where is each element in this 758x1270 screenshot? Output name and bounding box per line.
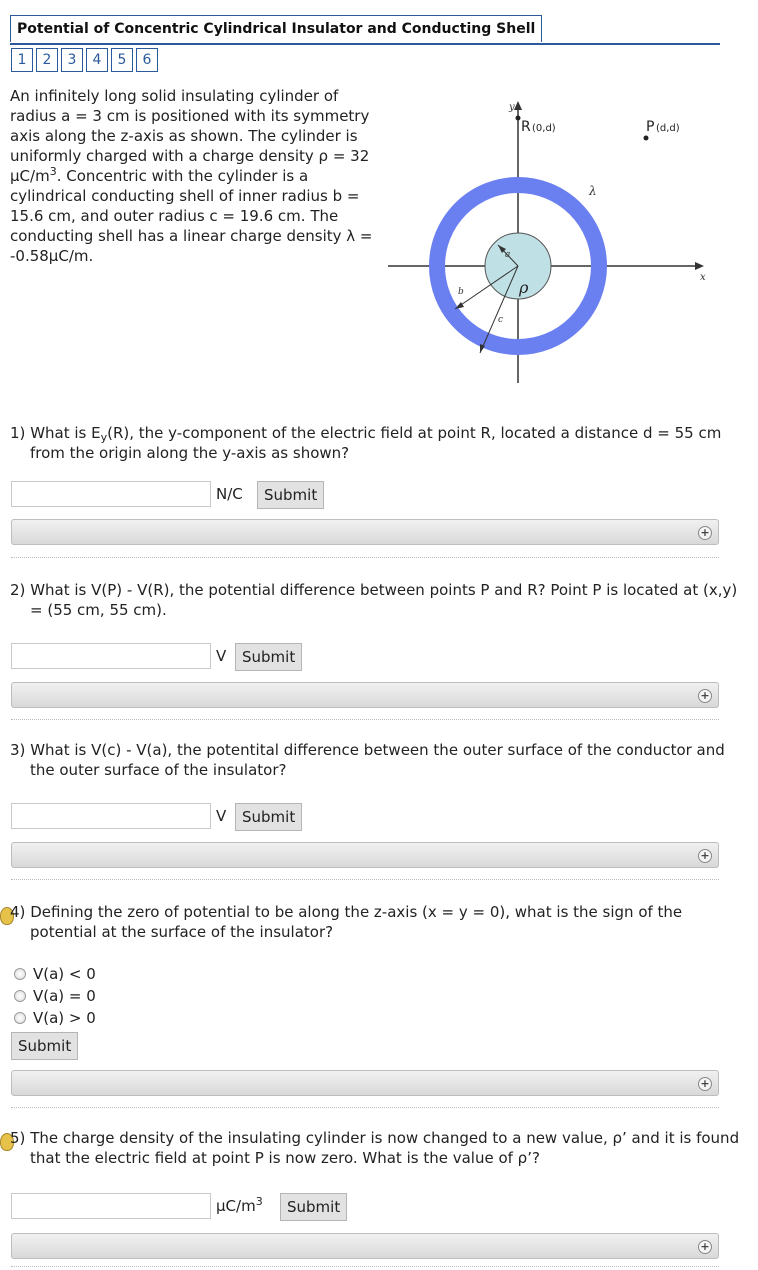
- question-5-feedback-bar[interactable]: [11, 1233, 719, 1259]
- expand-icon[interactable]: +: [698, 526, 712, 540]
- question-2-text: [10, 580, 740, 620]
- tab-part-2[interactable]: 2: [36, 48, 58, 72]
- radio-button[interactable]: [14, 990, 26, 1002]
- question-3-unit: V: [216, 807, 227, 825]
- question-1-text-a: What is E: [30, 424, 101, 442]
- question-4-feedback-bar[interactable]: [11, 1070, 719, 1096]
- point-r-label: R: [521, 119, 531, 135]
- cylinder-diagram: [388, 100, 718, 385]
- title-bar: [10, 15, 720, 45]
- problem-text-sup: 3: [49, 165, 57, 178]
- x-axis-label: x: [700, 272, 706, 283]
- y-axis-label: y: [509, 102, 515, 113]
- point-p-coords: (d,d): [656, 123, 680, 134]
- question-divider: [11, 879, 719, 880]
- question-5-submit-button[interactable]: Submit: [280, 1193, 347, 1221]
- question-3-feedback-bar[interactable]: [11, 842, 719, 868]
- question-4-number: 4): [10, 903, 26, 921]
- radius-c-label: c: [498, 315, 504, 325]
- question-3-body: What is V(c) - V(a), the potentital difference between the outer surface of the conductor and the outer surface of the insulator?: [30, 741, 725, 779]
- option-v-a-negative[interactable]: [14, 964, 96, 984]
- problem-statement: [10, 86, 385, 266]
- radio-button[interactable]: [14, 1012, 26, 1024]
- point-p-dot: [644, 136, 649, 141]
- question-1-answer-input[interactable]: [11, 481, 211, 507]
- question-3-text: [10, 740, 740, 780]
- question-5-answer-input[interactable]: [11, 1193, 211, 1219]
- tab-part-5[interactable]: 5: [111, 48, 133, 72]
- question-1-submit-button[interactable]: Submit: [257, 481, 324, 509]
- expand-icon[interactable]: +: [698, 1240, 712, 1254]
- question-2-number: 2): [10, 581, 26, 599]
- point-p-label: P: [646, 119, 655, 135]
- radius-a-label: a: [505, 250, 511, 260]
- tab-part-4[interactable]: 4: [86, 48, 108, 72]
- problem-text-2: . Concentric with the cylinder is a cylindrical conducting shell of inner radius b = 15.6 cm, and outer radius c = 19.6 cm. The conducting shell has a linear charge density λ = -0.58μC/m.: [10, 167, 373, 265]
- question-divider: [11, 719, 719, 720]
- question-2-body: What is V(P) - V(R), the potential difference between points P and R? Point P is located at (x,y) = (55 cm, 55 cm).: [30, 581, 738, 619]
- question-3-answer-input[interactable]: [11, 803, 211, 829]
- question-1-subscript: y: [100, 431, 108, 444]
- x-axis-arrow: [695, 262, 704, 270]
- page-title: Potential of Concentric Cylindrical Insulator and Conducting Shell: [10, 15, 542, 42]
- question-1-unit: N/C: [216, 485, 243, 503]
- question-1-feedback-bar[interactable]: [11, 519, 719, 545]
- question-5-body: The charge density of the insulating cylinder is now changed to a new value, ρ’ and it is found that the electric field at point P is now zero. What is the value of ρ’?: [30, 1129, 740, 1167]
- point-r-dot: [516, 116, 521, 121]
- question-5-unit-text: μC/m: [216, 1197, 256, 1215]
- tab-part-6[interactable]: 6: [136, 48, 158, 72]
- radius-b-label: b: [458, 287, 464, 297]
- question-5-number: 5): [10, 1129, 26, 1147]
- problem-text-1: An infinitely long solid insulating cylinder of radius a = 3 cm is positioned with its symmetry axis along the z-axis as shown. The cylinder is uniformly charged with a charge density ρ = 32 μC/m: [10, 87, 370, 185]
- question-3-submit-button[interactable]: Submit: [235, 803, 302, 831]
- question-4-body: Defining the zero of potential to be along the z-axis (x = y = 0), what is the sign of the potential at the surface of the insulator?: [30, 903, 683, 941]
- option-label: V(a) < 0: [33, 965, 96, 983]
- question-5-text: [10, 1128, 740, 1168]
- question-1-text-b: (R), the y-component of the electric field at point R, located a distance d = 55 cm from the origin along the y-axis as shown?: [30, 424, 722, 462]
- question-2-feedback-bar[interactable]: [11, 682, 719, 708]
- question-4-text: [10, 902, 740, 942]
- question-5-unit-sup: 3: [255, 1195, 263, 1208]
- question-1-number: 1): [10, 424, 26, 442]
- question-4-submit-button[interactable]: Submit: [11, 1032, 78, 1060]
- expand-icon[interactable]: +: [698, 1077, 712, 1091]
- y-axis-arrow: [514, 101, 522, 110]
- question-3-number: 3): [10, 741, 26, 759]
- option-label: V(a) = 0: [33, 987, 96, 1005]
- lambda-label: λ: [589, 184, 597, 198]
- question-divider: [11, 1266, 719, 1267]
- problem-figure: [388, 100, 718, 385]
- part-tabs: [11, 48, 161, 72]
- tab-part-3[interactable]: 3: [61, 48, 83, 72]
- rho-label: ρ: [519, 278, 529, 297]
- question-2-answer-input[interactable]: [11, 643, 211, 669]
- question-2-submit-button[interactable]: Submit: [235, 643, 302, 671]
- question-1-text: [10, 423, 740, 463]
- question-2-unit: V: [216, 647, 227, 665]
- question-divider: [11, 1107, 719, 1108]
- question-5-unit: [216, 1192, 263, 1220]
- expand-icon[interactable]: +: [698, 849, 712, 863]
- expand-icon[interactable]: +: [698, 689, 712, 703]
- option-v-a-positive[interactable]: [14, 1008, 96, 1028]
- tab-part-1[interactable]: 1: [11, 48, 33, 72]
- radio-button[interactable]: [14, 968, 26, 980]
- option-label: V(a) > 0: [33, 1009, 96, 1027]
- point-r-coords: (0,d): [532, 123, 556, 134]
- question-divider: [11, 557, 719, 558]
- option-v-a-zero[interactable]: [14, 986, 96, 1006]
